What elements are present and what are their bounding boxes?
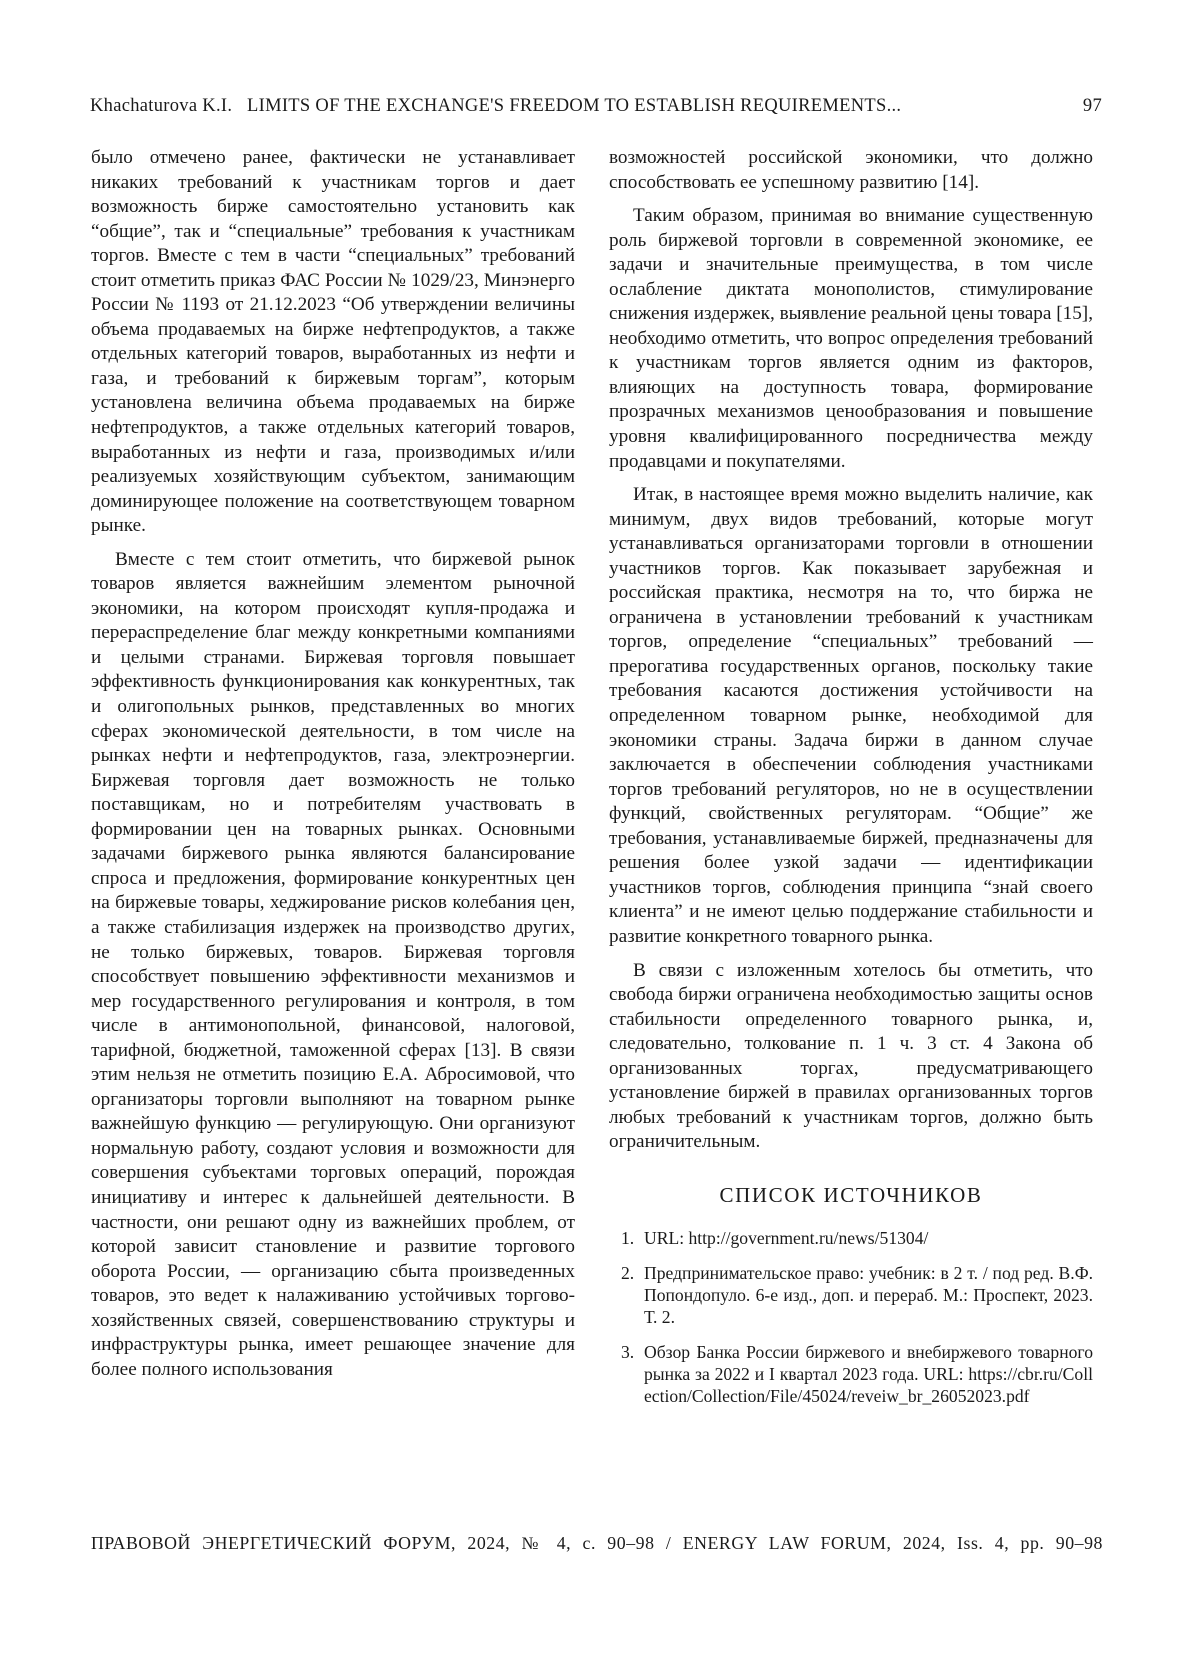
journal-footer: ПРАВОВОЙ ЭНЕРГЕТИЧЕСКИЙ ФОРУМ, 2024, № 4, с. 90–98 / ENERGY LAW FORUM, 2024, Iss. 4, pp. 90–98 xyxy=(91,1533,1103,1553)
reference-item xyxy=(609,1262,1093,1328)
body-paragraph: Таким образом, принимая во внимание существенную роль биржевой торговли в современной экономике, ее задачи и значительные преимущества, в том числе ослабление диктата монополистов, стимулирование снижения издержек, выявление реальной цены товара [15], необходимо отметить, что вопрос определения требований к участникам торгов является одним из факторов, влияющих на доступность товара, формирование прозрачных механизмов ценообразования и повышение уровня квалифицированного посредничества между продавцами и покупателями. xyxy=(609,205,1093,472)
reference-item xyxy=(609,1341,1093,1407)
reference-number: 1. xyxy=(621,1228,635,1249)
reference-text: Обзор Банка России биржевого и внебиржевого товарного рынка за 2022 и I квартал 2023 года. URL: https://cbr.ru/Collection/Collection/File/45024/reveiw_br_26052023.pdf xyxy=(644,1342,1093,1407)
body-paragraph: В связи с изложенным хотелось бы отметить, что свобода биржи ограничена необходимостью защиты основ стабильности определенного товарного рынка, и, следовательно, толкование п. 1 ч. 3 ст. 4 Закона об организованных торгах, предусматривающего установление биржей в правилах организованных торгов любых требований к участникам торгов, должно быть ограничительным. xyxy=(609,959,1093,1153)
running-title: Khachaturova K.I. LIMITS OF THE EXCHANGE'S FREEDOM TO ESTABLISH REQUIREMENTS... xyxy=(90,96,902,116)
body-paragraph: Вместе с тем стоит отметить, что биржевой рынок товаров является важнейшим элементом рыночной экономики, на котором происходят купля-продажа и перераспределение благ между конкретными компаниями и целыми странами. Биржевая торговля повышает эффективность функционирования как конкурентных, так и олигопольных рынков, представленных во многих сферах экономической деятельности, в том числе на рынках нефти и нефтепродуктов, газа, электроэнергии. Биржевая торговля дает возможность не только поставщикам, но и потребителям участвовать в формировании цен на товарных рынках. Основными задачами биржевого рынка являются балансирование спроса и предложения, формирование конкурентных цен на биржевые товары, хеджирование рисков колебания цен, а также стабилизация издержек на производство других, не только биржевых, товаров. Биржевая торговля способствует повышению эффективности механизмов и мер государственного регулирования и контроля, в том числе в антимонопольной, финансовой, налоговой, тарифной, бюджетной, таможенной сферах [13]. В связи этим нельзя не отметить позицию Е.А. Абросимовой, что организаторы торговли выполняют на товарном рынке важнейшую функцию — регулирующую. Они организуют нормальную работу, создают условия и возможности для совершения субъектами торговых операций, порождая инициативу и интерес к дальнейшей деятельности. В частности, они решают одну из важнейших проблем, от которой зависит становление и развитие торгового оборота России, — организацию сбыта произведенных товаров, это ведет к налаживанию устойчивых торгово-хозяйственных связей, совершенствованию структуры и инфраструктуры рынка, имеет решающее значение для более полного использования xyxy=(91,548,575,1380)
reference-number: 2. xyxy=(621,1263,635,1284)
references-list xyxy=(609,1227,1093,1407)
reference-number: 3. xyxy=(621,1342,635,1363)
left-column xyxy=(91,146,575,1382)
right-column xyxy=(609,146,1093,1420)
references-heading: СПИСОК ИСТОЧНИКОВ xyxy=(719,1182,983,1207)
body-paragraph: было отмечено ранее, фактически не устанавливает никаких требований к участникам торгов и дает возможность бирже самостоятельно установить как “общие”, так и “специальные” требования к участникам торгов. Вместе с тем в части “специальных” требований стоит отметить приказ ФАС России № 1029/23, Минэнерго России № 1193 от 21.12.2023 “Об утверждении величины объема продаваемых на бирже нефтепродуктов, а также отдельных категорий товаров, выработанных из нефти и газа, и требований к биржевым торгам”, которым установлена величина объема продаваемых на бирже нефтепродуктов, а также отдельных категорий товаров, выработанных из нефти и газа, производимых и/или реализуемых хозяйствующим субъектом, занимающим доминирующее положение на соответствующем товарном рынке. xyxy=(91,147,575,537)
page-number: 97 xyxy=(1082,96,1102,116)
running-head xyxy=(90,96,1102,120)
body-paragraph: возможностей российской экономики, что должно способствовать ее успешному развитию [14]. xyxy=(609,147,1093,193)
reference-text: Предпринимательское право: учебник: в 2 т. / под ред. В.Ф. Попондопуло. 6-е изд., доп. и перераб. М.: Проспект, 2023. Т. 2. xyxy=(644,1263,1093,1328)
reference-item xyxy=(609,1227,1093,1249)
reference-text: URL: http://government.ru/news/51304/ xyxy=(644,1228,929,1249)
body-paragraph: Итак, в настоящее время можно выделить наличие, как минимум, двух видов требований, которые могут устанавливаться организаторами торговли в отношении участников торгов. Как показывает зарубежная и российская практика, несмотря на то, что биржа не ограничена в установлении требований к участникам торгов, определение “специальных” требований — прерогатива государственных органов, поскольку такие требования касаются достижения устойчивости на определенном товарном рынке, необходимой для экономики страны. Задача биржи в данном случае заключается в обеспечении соблюдения участниками торгов требований регуляторов, но не в осуществлении функций, свойственных регуляторам. “Общие” же требования, устанавливаемые биржей, предназначены для решения более узкой задачи — идентификации участников торгов, соблюдения принципа “знай своего клиента” и не имеют целью поддержание стабильности и развитие конкретного товарного рынка. xyxy=(609,484,1093,947)
